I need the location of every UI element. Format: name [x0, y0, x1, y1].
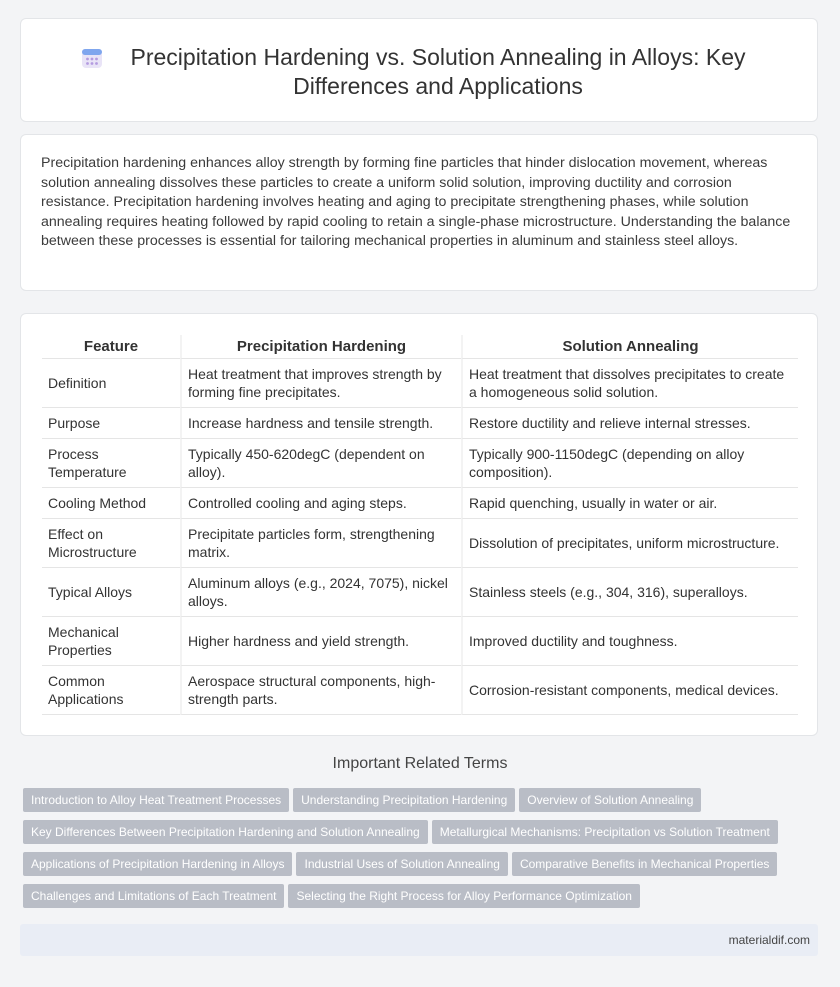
- row-solution-annealing: Corrosion-resistant components, medical devices.: [461, 666, 798, 715]
- related-term-tag[interactable]: Comparative Benefits in Mechanical Properties: [512, 852, 777, 876]
- row-solution-annealing: Dissolution of precipitates, uniform microstructure.: [461, 519, 798, 568]
- related-term-tag[interactable]: Overview of Solution Annealing: [519, 788, 701, 812]
- row-feature: Common Applications: [42, 666, 180, 715]
- row-precipitation-hardening: Aerospace structural components, high-strength parts.: [180, 666, 461, 715]
- row-solution-annealing: Rapid quenching, usually in water or air.: [461, 488, 798, 519]
- related-term-tag[interactable]: Introduction to Alloy Heat Treatment Processes: [23, 788, 289, 812]
- row-feature: Mechanical Properties: [42, 617, 180, 666]
- row-feature: Purpose: [42, 408, 180, 439]
- intro-card: [20, 134, 818, 291]
- footer: [20, 924, 818, 956]
- row-precipitation-hardening: Controlled cooling and aging steps.: [180, 488, 461, 519]
- row-solution-annealing: Heat treatment that dissolves precipitates to create a homogeneous solid solution.: [461, 359, 798, 408]
- table-row: [42, 617, 798, 666]
- table-row: [42, 488, 798, 519]
- related-term-tag[interactable]: Challenges and Limitations of Each Treatment: [23, 884, 284, 908]
- table-row: [42, 568, 798, 617]
- row-feature: Cooling Method: [42, 488, 180, 519]
- comparison-card: [20, 313, 818, 736]
- row-solution-annealing: Restore ductility and relieve internal stresses.: [461, 408, 798, 439]
- row-feature: Process Temperature: [42, 439, 180, 488]
- table-row: [42, 408, 798, 439]
- page-title: Precipitation Hardening vs. Solution Annealing in Alloys: Key Differences and Applications: [130, 44, 746, 99]
- header-precipitation-hardening: Precipitation Hardening: [180, 335, 461, 359]
- header-feature: Feature: [42, 335, 180, 359]
- table-header-row: [42, 335, 798, 359]
- related-term-tag[interactable]: Understanding Precipitation Hardening: [293, 788, 515, 812]
- related-term-tag[interactable]: Industrial Uses of Solution Annealing: [296, 852, 507, 876]
- footer-site-link[interactable]: materialdif.com: [728, 933, 810, 947]
- title-card: [20, 18, 818, 122]
- table-row: [42, 439, 798, 488]
- intro-paragraph: Precipitation hardening enhances alloy strength by forming fine particles that hinder dislocation movement, whereas solution annealing dissolves these particles to create a uniform solid solution, improving ductility and corrosion resistance. Precipitation hardening involves heating and aging to precipitate strengthening phases, while solution annealing requires heating followed by rapid cooling to retain a single-phase microstructure. Understanding the balance between these processes is essential for tailoring mechanical properties in aluminum and stainless steel alloys.: [41, 155, 791, 249]
- row-precipitation-hardening: Aluminum alloys (e.g., 2024, 7075), nickel alloys.: [180, 568, 461, 617]
- row-precipitation-hardening: Typically 450-620degC (dependent on alloy).: [180, 439, 461, 488]
- row-feature: Definition: [42, 359, 180, 408]
- row-solution-annealing: Typically 900-1150degC (depending on alloy composition).: [461, 439, 798, 488]
- row-precipitation-hardening: Precipitate particles form, strengthening matrix.: [180, 519, 461, 568]
- row-precipitation-hardening: Heat treatment that improves strength by forming fine precipitates.: [180, 359, 461, 408]
- row-solution-annealing: Improved ductility and toughness.: [461, 617, 798, 666]
- related-term-tag[interactable]: Applications of Precipitation Hardening in Alloys: [23, 852, 292, 876]
- header-solution-annealing: Solution Annealing: [461, 335, 798, 359]
- related-term-tag[interactable]: Metallurgical Mechanisms: Precipitation vs Solution Treatment: [432, 820, 778, 844]
- row-feature: Effect on Microstructure: [42, 519, 180, 568]
- row-precipitation-hardening: Higher hardness and yield strength.: [180, 617, 461, 666]
- table-row: [42, 666, 798, 715]
- related-terms-title: Important Related Terms: [332, 755, 508, 772]
- row-feature: Typical Alloys: [42, 568, 180, 617]
- row-solution-annealing: Stainless steels (e.g., 304, 316), superalloys.: [461, 568, 798, 617]
- related-term-tag[interactable]: Key Differences Between Precipitation Hardening and Solution Annealing: [23, 820, 428, 844]
- row-precipitation-hardening: Increase hardness and tensile strength.: [180, 408, 461, 439]
- comparison-table: [42, 335, 798, 715]
- table-row: [42, 359, 798, 408]
- table-row: [42, 519, 798, 568]
- related-terms-list: [23, 788, 803, 916]
- related-term-tag[interactable]: Selecting the Right Process for Alloy Performance Optimization: [288, 884, 639, 908]
